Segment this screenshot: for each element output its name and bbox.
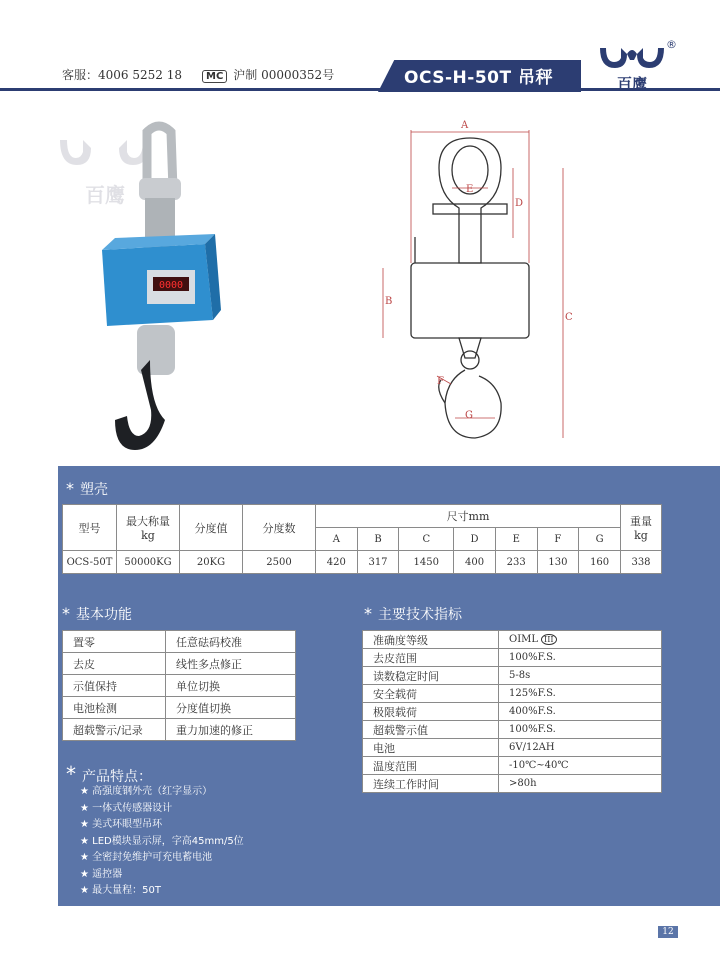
features-section-title: * 产品特点： bbox=[66, 762, 152, 786]
table-row: 安全载荷 125%F.S. bbox=[363, 685, 662, 703]
dim-label-c: C bbox=[565, 312, 573, 323]
th-weight: 重量 kg bbox=[621, 505, 662, 551]
table-row: 读数稳定时间 5-8s bbox=[363, 667, 662, 685]
registered-mark: ® bbox=[666, 38, 677, 51]
table-row: 电池检测 分度值切换 bbox=[63, 697, 296, 719]
tech-table bbox=[362, 630, 662, 793]
list-item: ★ 最大量程：50T bbox=[80, 885, 161, 896]
list-item: ★ 全密封免维护可充电蓄电池 bbox=[80, 852, 213, 863]
watermark-logo bbox=[60, 140, 150, 207]
table-row: 超载警示值 100%F.S. bbox=[363, 721, 662, 739]
svg-text:百鹰: 百鹰 bbox=[85, 183, 125, 207]
table-row: 电池 6V/12AH bbox=[363, 739, 662, 757]
dim-label-b: B bbox=[385, 296, 393, 307]
mc-certification-icon: MC bbox=[202, 70, 227, 83]
dim-label-g: G bbox=[465, 410, 473, 421]
page-title: OCS-H-50T 吊秤 bbox=[404, 68, 553, 88]
spec-table bbox=[62, 504, 662, 574]
th-dim-g: G bbox=[579, 528, 621, 551]
functions-table bbox=[62, 630, 296, 741]
logo-text: 百鹰 bbox=[616, 75, 648, 93]
list-item: ★ LED模块显示屏，字高45mm/5位 bbox=[80, 835, 244, 847]
brand-logo bbox=[597, 42, 667, 94]
features-list bbox=[80, 784, 244, 900]
page-number: 12 bbox=[658, 926, 678, 938]
th-dim-c: C bbox=[399, 528, 454, 551]
th-dim-b: B bbox=[357, 528, 399, 551]
table-row: 置零 任意砝码校准 bbox=[63, 631, 296, 653]
list-item: ★ 美式环眼型吊环 bbox=[80, 819, 163, 830]
product-photo bbox=[55, 120, 235, 460]
oiml-class-badge: III bbox=[541, 634, 556, 645]
table-row: 示值保持 单位切换 bbox=[63, 675, 296, 697]
table-row: 准确度等级 OIML III bbox=[363, 631, 662, 649]
led-display: 0000 bbox=[158, 280, 184, 291]
th-model: 型号 bbox=[63, 505, 117, 551]
table-row: 去皮 线性多点修正 bbox=[63, 653, 296, 675]
th-dim-a: A bbox=[316, 528, 358, 551]
header-contact bbox=[62, 66, 340, 83]
dim-label-d: D bbox=[515, 198, 524, 209]
th-dimensions: 尺寸mm bbox=[316, 505, 621, 528]
th-division: 分度值 bbox=[180, 505, 243, 551]
list-item: ★ 遥控器 bbox=[80, 868, 123, 880]
license-number: 沪制 00000352号 bbox=[233, 68, 335, 82]
spec-section-title: * 塑壳 bbox=[66, 479, 108, 498]
dim-label-e: E bbox=[466, 184, 474, 195]
table-row: 去皮范围 100%F.S. bbox=[363, 649, 662, 667]
th-dim-f: F bbox=[537, 528, 579, 551]
list-item: ★ 一体式传感器设计 bbox=[80, 802, 173, 814]
table-row: 超载警示/记录 重力加速的修正 bbox=[63, 719, 296, 741]
table-row: 连续工作时间 >80h bbox=[363, 775, 662, 793]
functions-section-title: * 基本功能 bbox=[62, 604, 132, 623]
th-dim-e: E bbox=[495, 528, 537, 551]
th-divisions: 分度数 bbox=[243, 505, 316, 551]
dim-label-a: A bbox=[461, 120, 469, 131]
dimension-drawing bbox=[375, 118, 585, 448]
table-row: OCS-50T 50000KG 20KG 2500 420 317 1450 400 233 130 160 338 bbox=[63, 551, 662, 574]
service-phone: 4006 5252 18 bbox=[98, 68, 182, 82]
table-row: 极限载荷 400%F.S. bbox=[363, 703, 662, 721]
table-row: 温度范围 -10℃~40℃ bbox=[363, 757, 662, 775]
th-max-capacity: 最大称量 kg bbox=[117, 505, 180, 551]
tech-section-title: * 主要技术指标 bbox=[364, 604, 462, 623]
service-label: 客服： bbox=[62, 68, 99, 82]
th-dim-d: D bbox=[454, 528, 496, 551]
list-item: ★ 高强度钢外壳（红字显示） bbox=[80, 786, 213, 797]
dim-label-f: F bbox=[437, 376, 444, 387]
